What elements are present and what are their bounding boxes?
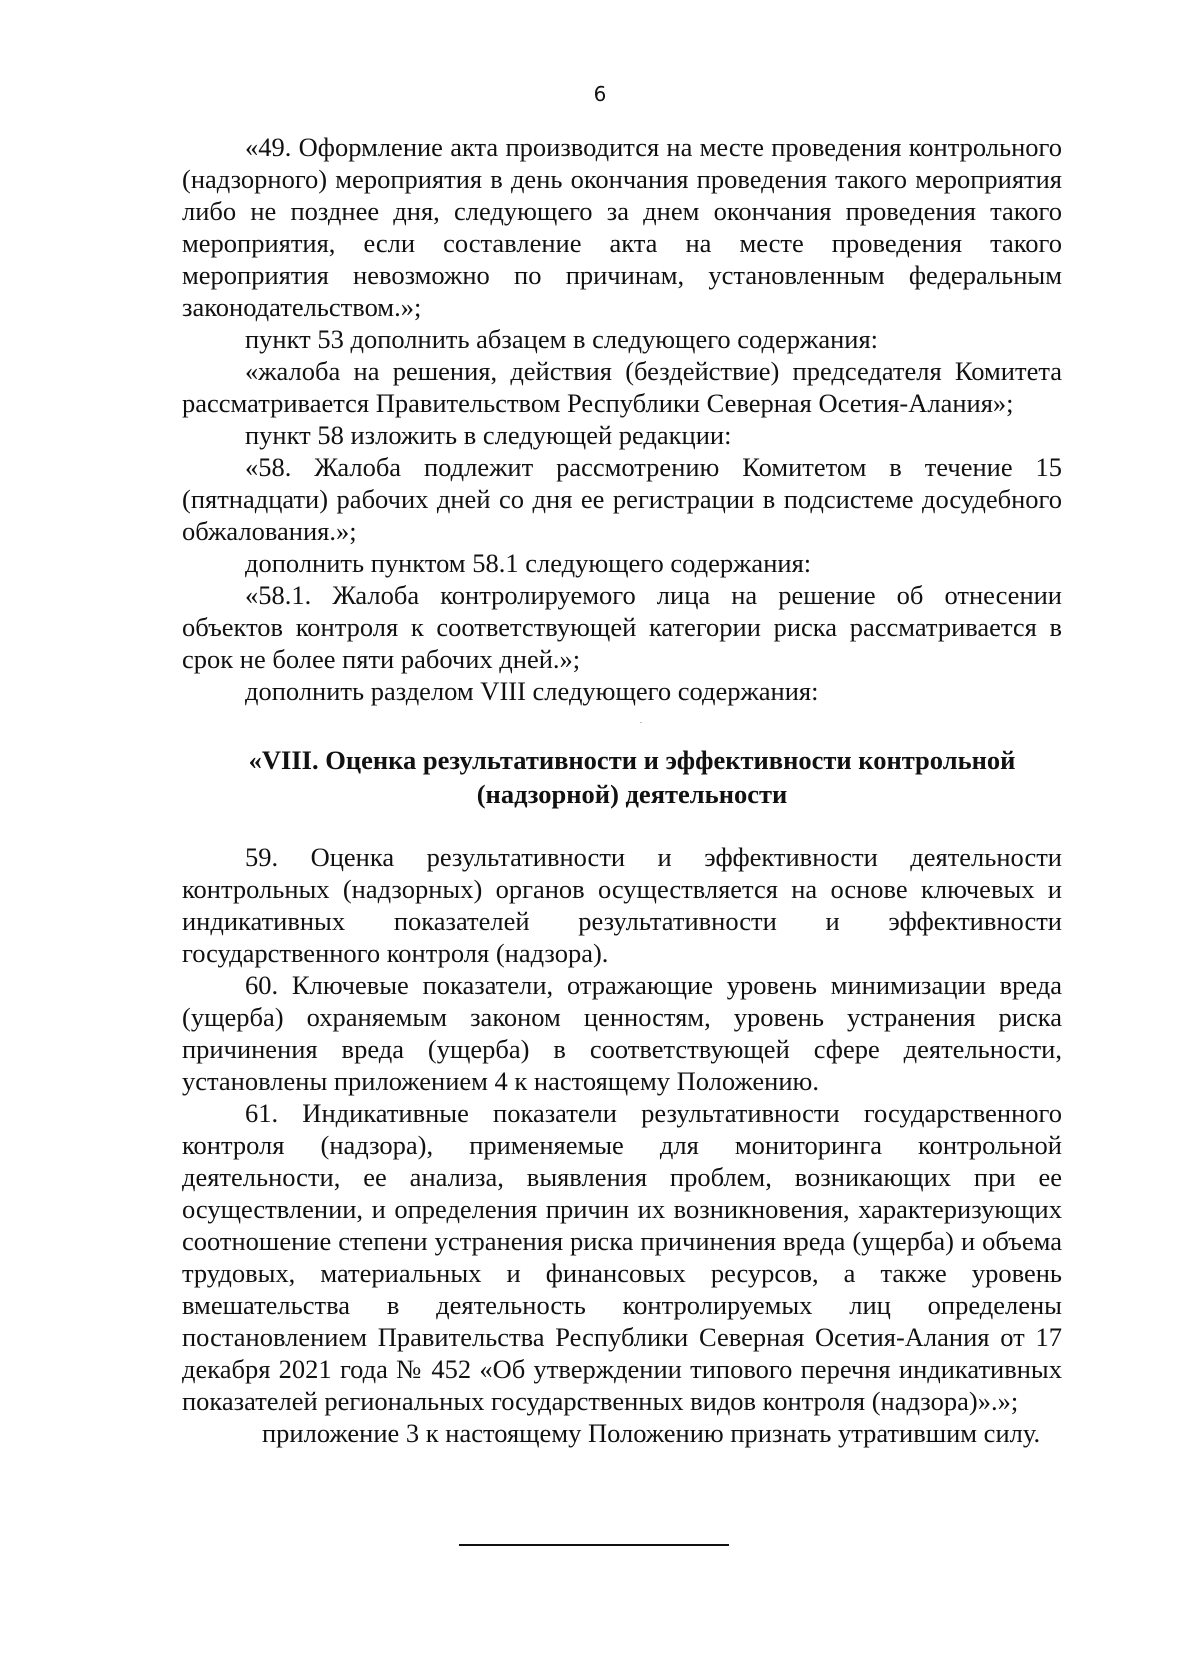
section-heading-line-2: (надзорной) деятельности: [476, 779, 788, 809]
paragraph-61: 61. Индикативные показатели результативности государственного контроля (надзора), применяемые для мониторинга контрольной деятельности, ее анализа, выявления проблем, возникающих при ее осуществлении, и определения причин их возникновения, характеризующих соотношение степени устранения риска причинения вреда (ущерба) и объема трудовых, материальных и финансовых ресурсов, а также уровень вмешательства в деятельность контролируемых лиц определены постановлением Правительства Республики Северная Осетия-Алания от 17 декабря 2021 года № 452 «Об утверждении типового перечня индикативных показателей региональных государственных видов контроля (надзора)».»;: [182, 1098, 1062, 1416]
paragraph-amend-53: пункт 53 дополнить абзацем в следующего содержания:: [245, 324, 879, 354]
paragraph-amend-58-1: дополнить пунктом 58.1 следующего содержания:: [245, 548, 812, 578]
closing-rule: [459, 1544, 729, 1546]
section-heading: [182, 743, 1062, 811]
paragraph-complaint-chairman: «жалоба на решения, действия (бездействие) председателя Комитета рассматривается Правительством Республики Северная Осетия-Алания»;: [182, 356, 1062, 418]
paragraph-49: «49. Оформление акта производится на месте проведения контрольного (надзорного) мероприятия в день окончания проведения такого мероприятия либо не позднее дня, следующего за днем окончания проведения такого мероприятия, если составление акта на месте проведения такого мероприятия невозможно по причинам, установленным федеральным законодательством.»;: [182, 132, 1062, 322]
paragraph-58-1: «58.1. Жалоба контролируемого лица на решение об отнесении объектов контроля к соответствующей категории риска рассматривается в срок не более пяти рабочих дней.»;: [182, 580, 1062, 674]
page-number: 6: [593, 82, 607, 106]
paragraph-amend-58: пункт 58 изложить в следующей редакции:: [245, 420, 732, 450]
paragraph-60: 60. Ключевые показатели, отражающие уровень минимизации вреда (ущерба) охраняемым законом ценностям, уровень устранения риска причинения вреда (ущерба) в соответствующей сфере деятельности, установлены приложением 4 к настоящему Положению.: [182, 970, 1062, 1096]
document-body: [182, 131, 1062, 1449]
paragraph-closing: приложение 3 к настоящему Положению признать утратившим силу.: [262, 1418, 1041, 1448]
heading-spacer: [182, 811, 1062, 841]
paragraph-58: «58. Жалоба подлежит рассмотрению Комитетом в течение 15 (пятнадцати) рабочих дней со дня ее регистрации в подсистеме досудебного обжалования.»;: [182, 452, 1062, 546]
paragraph-59: 59. Оценка результативности и эффективности деятельности контрольных (надзорных) органов осуществляется на основе ключевых и индикативных показателей результативности и эффективности государственного контроля (надзора).: [182, 842, 1062, 968]
paragraph-amend-section-viii: дополнить разделом VIII следующего содержания:: [245, 676, 819, 706]
section-heading-line-1: «VIII. Оценка результативности и эффективности контрольной: [248, 745, 1016, 775]
